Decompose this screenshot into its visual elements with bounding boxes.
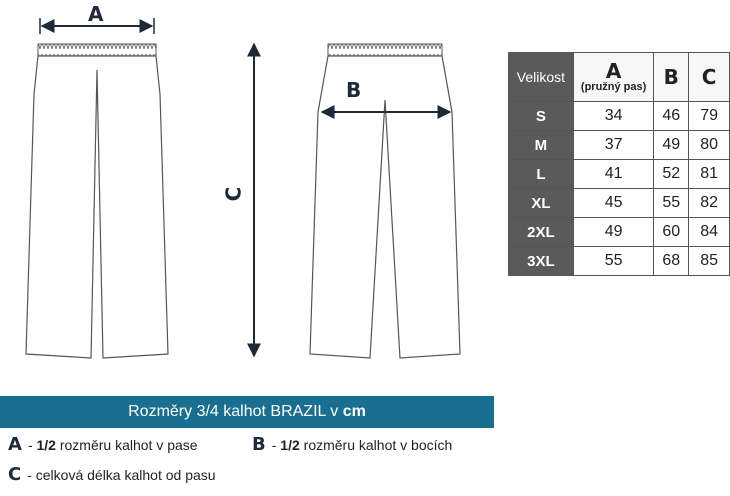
- legend-a: [8, 434, 198, 455]
- legend-c-key: C: [8, 464, 22, 485]
- header-a-note: (pružný pas): [580, 81, 647, 93]
- table-row: [509, 218, 730, 247]
- value-a: 41: [573, 160, 654, 189]
- size-table: [508, 52, 730, 276]
- value-a: 37: [573, 131, 654, 160]
- legend-c-text: - celková délka kalhot od pasu: [27, 467, 216, 483]
- size-cell: 2XL: [509, 218, 574, 247]
- legend-b-fraction: 1/2: [280, 437, 300, 453]
- value-a: 34: [573, 102, 654, 131]
- legend-a-fraction: 1/2: [36, 437, 56, 453]
- value-b: 68: [654, 247, 689, 276]
- value-a: 55: [573, 247, 654, 276]
- size-cell: 3XL: [509, 247, 574, 276]
- value-a: 45: [573, 189, 654, 218]
- value-c: 84: [689, 218, 730, 247]
- table-row: [509, 102, 730, 131]
- caption-unit: cm: [342, 403, 366, 420]
- legend-a-text: rozměru kalhot v pase: [55, 437, 198, 453]
- pants-front: [26, 44, 168, 358]
- value-c: 80: [689, 131, 730, 160]
- legend-b-key: B: [252, 434, 266, 455]
- header-c-letter: C: [701, 65, 717, 89]
- value-c: 82: [689, 189, 730, 218]
- waistband-front: [38, 44, 156, 56]
- label-b: B: [346, 78, 362, 102]
- size-cell: XL: [509, 189, 574, 218]
- legend-b: [252, 434, 452, 455]
- header-a-letter: A: [605, 59, 622, 83]
- legend-b-prefix: -: [271, 437, 281, 453]
- table-row: [509, 189, 730, 218]
- legend-b-text: rozměru kalhot v bocích: [299, 437, 453, 453]
- value-a: 49: [573, 218, 654, 247]
- caption-bar: [0, 396, 494, 428]
- header-size: Velikost: [509, 53, 574, 102]
- header-a: [573, 53, 654, 102]
- table-row: [509, 247, 730, 276]
- value-b: 52: [654, 160, 689, 189]
- size-cell: L: [509, 160, 574, 189]
- header-b: [654, 53, 689, 102]
- label-a: A: [88, 2, 104, 26]
- pants-back: [310, 44, 460, 358]
- size-cell: S: [509, 102, 574, 131]
- label-c: C: [221, 186, 246, 202]
- value-c: 79: [689, 102, 730, 131]
- header-b-letter: B: [663, 65, 679, 89]
- legend-c: [8, 464, 216, 485]
- caption-text: Rozměry 3/4 kalhot BRAZIL v: [128, 403, 339, 420]
- value-b: 46: [654, 102, 689, 131]
- value-c: 81: [689, 160, 730, 189]
- value-b: 49: [654, 131, 689, 160]
- table-header-row: [509, 53, 730, 102]
- value-c: 85: [689, 247, 730, 276]
- legend-a-key: A: [8, 434, 22, 455]
- size-cell: M: [509, 131, 574, 160]
- table-row: [509, 160, 730, 189]
- legend-a-prefix: -: [27, 437, 37, 453]
- value-b: 60: [654, 218, 689, 247]
- waistband-back: [328, 44, 442, 56]
- header-c: [689, 53, 730, 102]
- table-row: [509, 131, 730, 160]
- value-b: 55: [654, 189, 689, 218]
